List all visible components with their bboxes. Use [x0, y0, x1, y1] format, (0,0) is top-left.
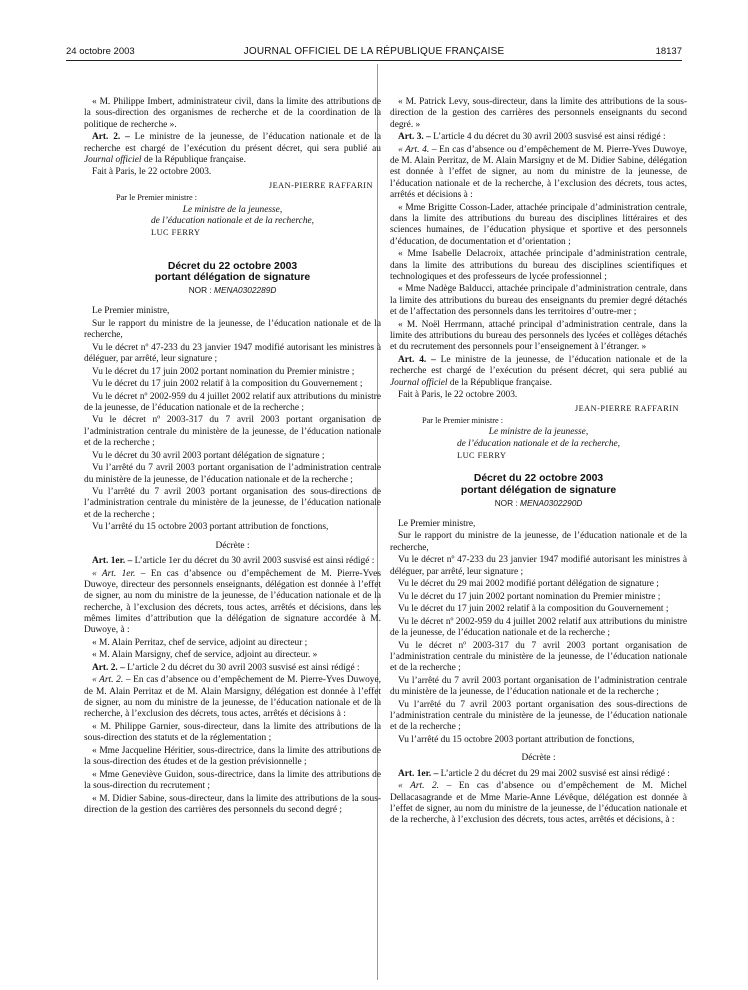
visa: Sur le rapport du ministre de la jeunesse, de l’éducation nationale et de la recherche,	[390, 531, 687, 553]
visa: Vu le décret du 17 juin 2002 relatif à la composition du Gouvernement ;	[398, 604, 669, 615]
minister-name: LUC FERRY	[457, 451, 507, 460]
minister-name: LUC FERRY	[151, 228, 201, 238]
visa: Vu l’arrêté du 7 avril 2003 portant organisation des sous-directions de l’administration centrale du ministère de la jeunesse, de l’éducation nationale et de la recherche ;	[84, 487, 381, 520]
visa: Vu le décret du 17 juin 2002 relatif à la composition du Gouvernement ;	[92, 379, 363, 390]
visa: Vu le décret nº 2003-317 du 7 avril 2003 portant organisation de l’administration centrale du ministère de la jeunesse, de l’éducation nationale et de la recherche ;	[84, 415, 381, 449]
visa: Vu le décret du 30 avril 2003 portant délégation de signature ;	[92, 450, 325, 461]
quoted-article: « Art. 4. – En cas d’absence ou d’empêchement de M. Pierre-Yves Duwoye, de M. Alain Perritaz, de M. Alain Marsigny et de M. Didier Sabine, délégation est donnée à l’effet de signer, au nom du ministre de la jeunesse, de l’éducation nationale et de la recherche, à l’exclusion des décrets, tous actes, arrêtés et décisions à :	[390, 144, 687, 201]
quoted-item: « Mme Jacqueline Héritier, sous-directrice, dans la limite des attributions de la sous-direction des études et de la gestion prévisionnelle ;	[84, 745, 381, 768]
decree-heading	[390, 473, 687, 496]
journal-title: JOURNAL OFFICIEL DE LA RÉPUBLIQUE FRANÇAISE	[243, 46, 505, 57]
quoted-item: « M. Didier Sabine, sous-directeur, dans la limite des attributions de la sous-direction de la gestion des carrières des personnels du second degré ;	[84, 793, 381, 815]
visa: Vu le décret du 29 mai 2002 modifié portant délégation de signature ;	[398, 579, 659, 590]
quoted-item: « Mme Isabelle Delacroix, attachée principale d’administration centrale, dans la limite des attributions du bureau des disciplines scientifiques et technologiques et des professeurs de lycée professionnel ;	[390, 249, 687, 282]
visa: Vu le décret nº 47-233 du 23 janvier 1947 modifié autorisant les ministres à déléguer, par arrêté, leur signature ;	[84, 342, 381, 364]
signature-intro: Par le Premier ministre :	[422, 415, 504, 425]
visa: Vu le décret nº 2002-959 du 4 juillet 2002 relatif aux attributions du ministre de la jeunesse, de l’éducation nationale et de la recherche ;	[84, 391, 381, 413]
visa: Vu le décret nº 47-233 du 23 janvier 1947 modifié autorisant les ministres à déléguer, par arrêté, leur signature ;	[390, 555, 687, 577]
visa: Vu l’arrêté du 7 avril 2003 portant organisation des sous-directions de l’administration centrale du ministère de la jeunesse, de l’éducation nationale et de la recherche ;	[390, 699, 687, 733]
minister-title-2: de l’éducation nationale et de la recherche,	[456, 438, 621, 449]
visa: Vu l’arrêté du 15 octobre 2003 portant attribution de fonctions,	[92, 522, 329, 533]
decree-subtitle: portant délégation de signature	[460, 484, 617, 496]
decrete-line: Décrète :	[215, 540, 250, 551]
quoted-item: « M. Alain Marsigny, chef de service, adjoint au directeur. »	[92, 650, 318, 661]
decree-title: Décret du 22 octobre 2003	[473, 473, 604, 485]
quoted-item: « M. Patrick Levy, sous-directeur, dans la limite des attributions de la sous-direction de la gestion des carrières des personnels enseignants du second degré. »	[390, 97, 687, 130]
signature: JEAN-PIERRE RAFFARIN	[268, 180, 373, 190]
visa: Vu l’arrêté du 7 avril 2003 portant organisation de l’administration centrale du ministère de la jeunesse, de l’éducation nationale et de la recherche ;	[390, 675, 687, 698]
visa: Sur le rapport du ministre de la jeunesse, de l’éducation nationale et de la recherche,	[84, 318, 381, 341]
page-number: 18137	[655, 46, 682, 57]
page-header	[0, 0, 748, 57]
quoted-item: « M. Philippe Garnier, sous-directeur, dans la limite des attributions de la sous-direction des statuts et de la réglementation ;	[84, 721, 381, 744]
article-paragraph: Art. 1er. – L’article 1er du décret du 30 avril 2003 susvisé est ainsi rédigé :	[92, 555, 375, 566]
decrete-line: Décrète :	[521, 753, 556, 764]
article-paragraph: Art. 1er. – L’article 2 du décret du 29 mai 2002 susvisé est ainsi rédigé :	[398, 768, 670, 779]
visa: Vu le décret nº 2002-959 du 4 juillet 2002 relatif aux attributions du ministre de la jeunesse, de l’éducation nationale et de la recherche ;	[390, 616, 687, 639]
header-rule	[66, 60, 682, 61]
quoted-article: « Art. 2. – En cas d’absence ou d’empêchement de M. Michel Dellacasagrande et de Mme Marie-Anne Lévêque, délégation est donnée à l’effet de signer, au nom du ministre de la jeunesse, de l’éducation nationale et de la recherche, à l’exclusion des décrets, tous actes, arrêtés et décisions, à :	[390, 781, 688, 826]
article-paragraph: Art. 4. – Le ministre de la jeunesse, de l’éducation nationale et de la recherche est chargé de l’exécution du présent décret, qui sera publié au Journal officiel de la République française.	[390, 354, 687, 388]
quoted-article: « Art. 1er. – En cas d’absence ou d’empêchement de M. Pierre-Yves Duwoye, directeur des personnels enseignants, délégation est donnée à l’effet de signer, au nom du ministre de la jeunesse, de l’éducation nationale et de la recherche, à l’exclusion des décrets, tous actes, arrêtés et décisions, dans les mêmes limites d’attribution que la délégation de signature accordée à M. Duwoye, à :	[84, 568, 381, 636]
header-date: 24 octobre 2003	[66, 46, 135, 57]
nor-reference: NOR : MENA0302289D	[188, 284, 277, 295]
visa: Vu l’arrêté du 7 avril 2003 portant organisation de l’administration centrale du ministère de la jeunesse, de l’éducation nationale et de la recherche ;	[84, 463, 381, 485]
quoted-item: « M. Alain Perritaz, chef de service, adjoint au directeur ;	[92, 637, 308, 648]
minister-title-2: de l’éducation nationale et de la recherche,	[150, 216, 315, 226]
quoted-item: « M. Noël Herrmann, attaché principal d’administration centrale, dans la limite des attributions du bureau des personnels des lycées et collèges détachés et du recrutement des personnels pour l’enseignement à l’étranger. »	[390, 319, 687, 353]
quoted-item: « Mme Nadège Balducci, attachée principale d’administration centrale, dans la limite des attributions du bureau des enseignants du premier degré détachés et de l’affectation des personnels dans les territoires d’outre-mer ;	[390, 284, 687, 318]
signature: JEAN-PIERRE RAFFARIN	[574, 403, 679, 413]
left-column	[84, 97, 381, 817]
quoted-item: « Mme Brigitte Cosson-Lader, attachée principale d’administration centrale, dans la limite des attributions du bureau des disciplines littéraires et des sciences humaines, de l’éducation physique et sportive et des personnels d’éducation, de documentation et d’orientation ;	[390, 202, 687, 247]
minister-title-1: Le ministre de la jeunesse,	[182, 204, 283, 215]
signature-intro: Par le Premier ministre :	[116, 193, 198, 203]
paragraph: « M. Philippe Imbert, administrateur civil, dans la limite des attributions de la sous-direction des organismes de recherche et de la coordination de la politique de recherche ».	[84, 97, 381, 130]
visa: Vu le décret du 17 juin 2002 portant nomination du Premier ministre ;	[92, 366, 355, 377]
date-line: Fait à Paris, le 22 octobre 2003.	[398, 390, 518, 401]
visa: Vu le décret du 17 juin 2002 portant nomination du Premier ministre ;	[398, 591, 661, 602]
nor-reference: NOR : MENA0302290D	[494, 497, 583, 508]
article-paragraph: Art. 2. – Le ministre de la jeunesse, de l’éducation nationale et de la recherche est chargé de l’exécution du présent décret, qui sera publié au Journal officiel de la République française.	[84, 132, 381, 165]
quoted-item: « Mme Geneviève Guidon, sous-directrice, dans la limite des attributions de la sous-direction du recrutement ;	[84, 769, 381, 791]
quoted-article: « Art. 2. – En cas d’absence ou d’empêchement de M. Pierre-Yves Duwoye, de M. Alain Perritaz et de M. Alain Marsigny, délégation est donnée à l’effet de signer, au nom du ministre de la jeunesse, de l’éducation nationale et de la recherche, à l’exclusion des décrets, tous actes, arrêtés et décisions à :	[84, 675, 381, 720]
right-column	[390, 97, 687, 828]
date-line: Fait à Paris, le 22 octobre 2003.	[92, 167, 212, 178]
minister-title-1: Le ministre de la jeunesse,	[488, 427, 589, 438]
article-paragraph: Art. 2. – L’article 2 du décret du 30 avril 2003 susvisé est ainsi rédigé :	[92, 662, 360, 673]
article-paragraph: Art. 3. – L’article 4 du décret du 30 avril 2003 susvisé est ainsi rédigé :	[398, 132, 666, 143]
paragraph: Le Premier ministre,	[398, 518, 476, 529]
decree-subtitle: portant délégation de signature	[154, 272, 311, 284]
decree-title: Décret du 22 octobre 2003	[167, 260, 298, 272]
visa: Vu l’arrêté du 15 octobre 2003 portant attribution de fonctions,	[398, 734, 635, 745]
decree-heading	[84, 261, 381, 284]
visa: Vu le décret nº 2003-317 du 7 avril 2003 portant organisation de l’administration centrale du ministère de la jeunesse, de l’éducation nationale et de la recherche ;	[390, 640, 687, 674]
paragraph: Le Premier ministre,	[92, 306, 170, 317]
